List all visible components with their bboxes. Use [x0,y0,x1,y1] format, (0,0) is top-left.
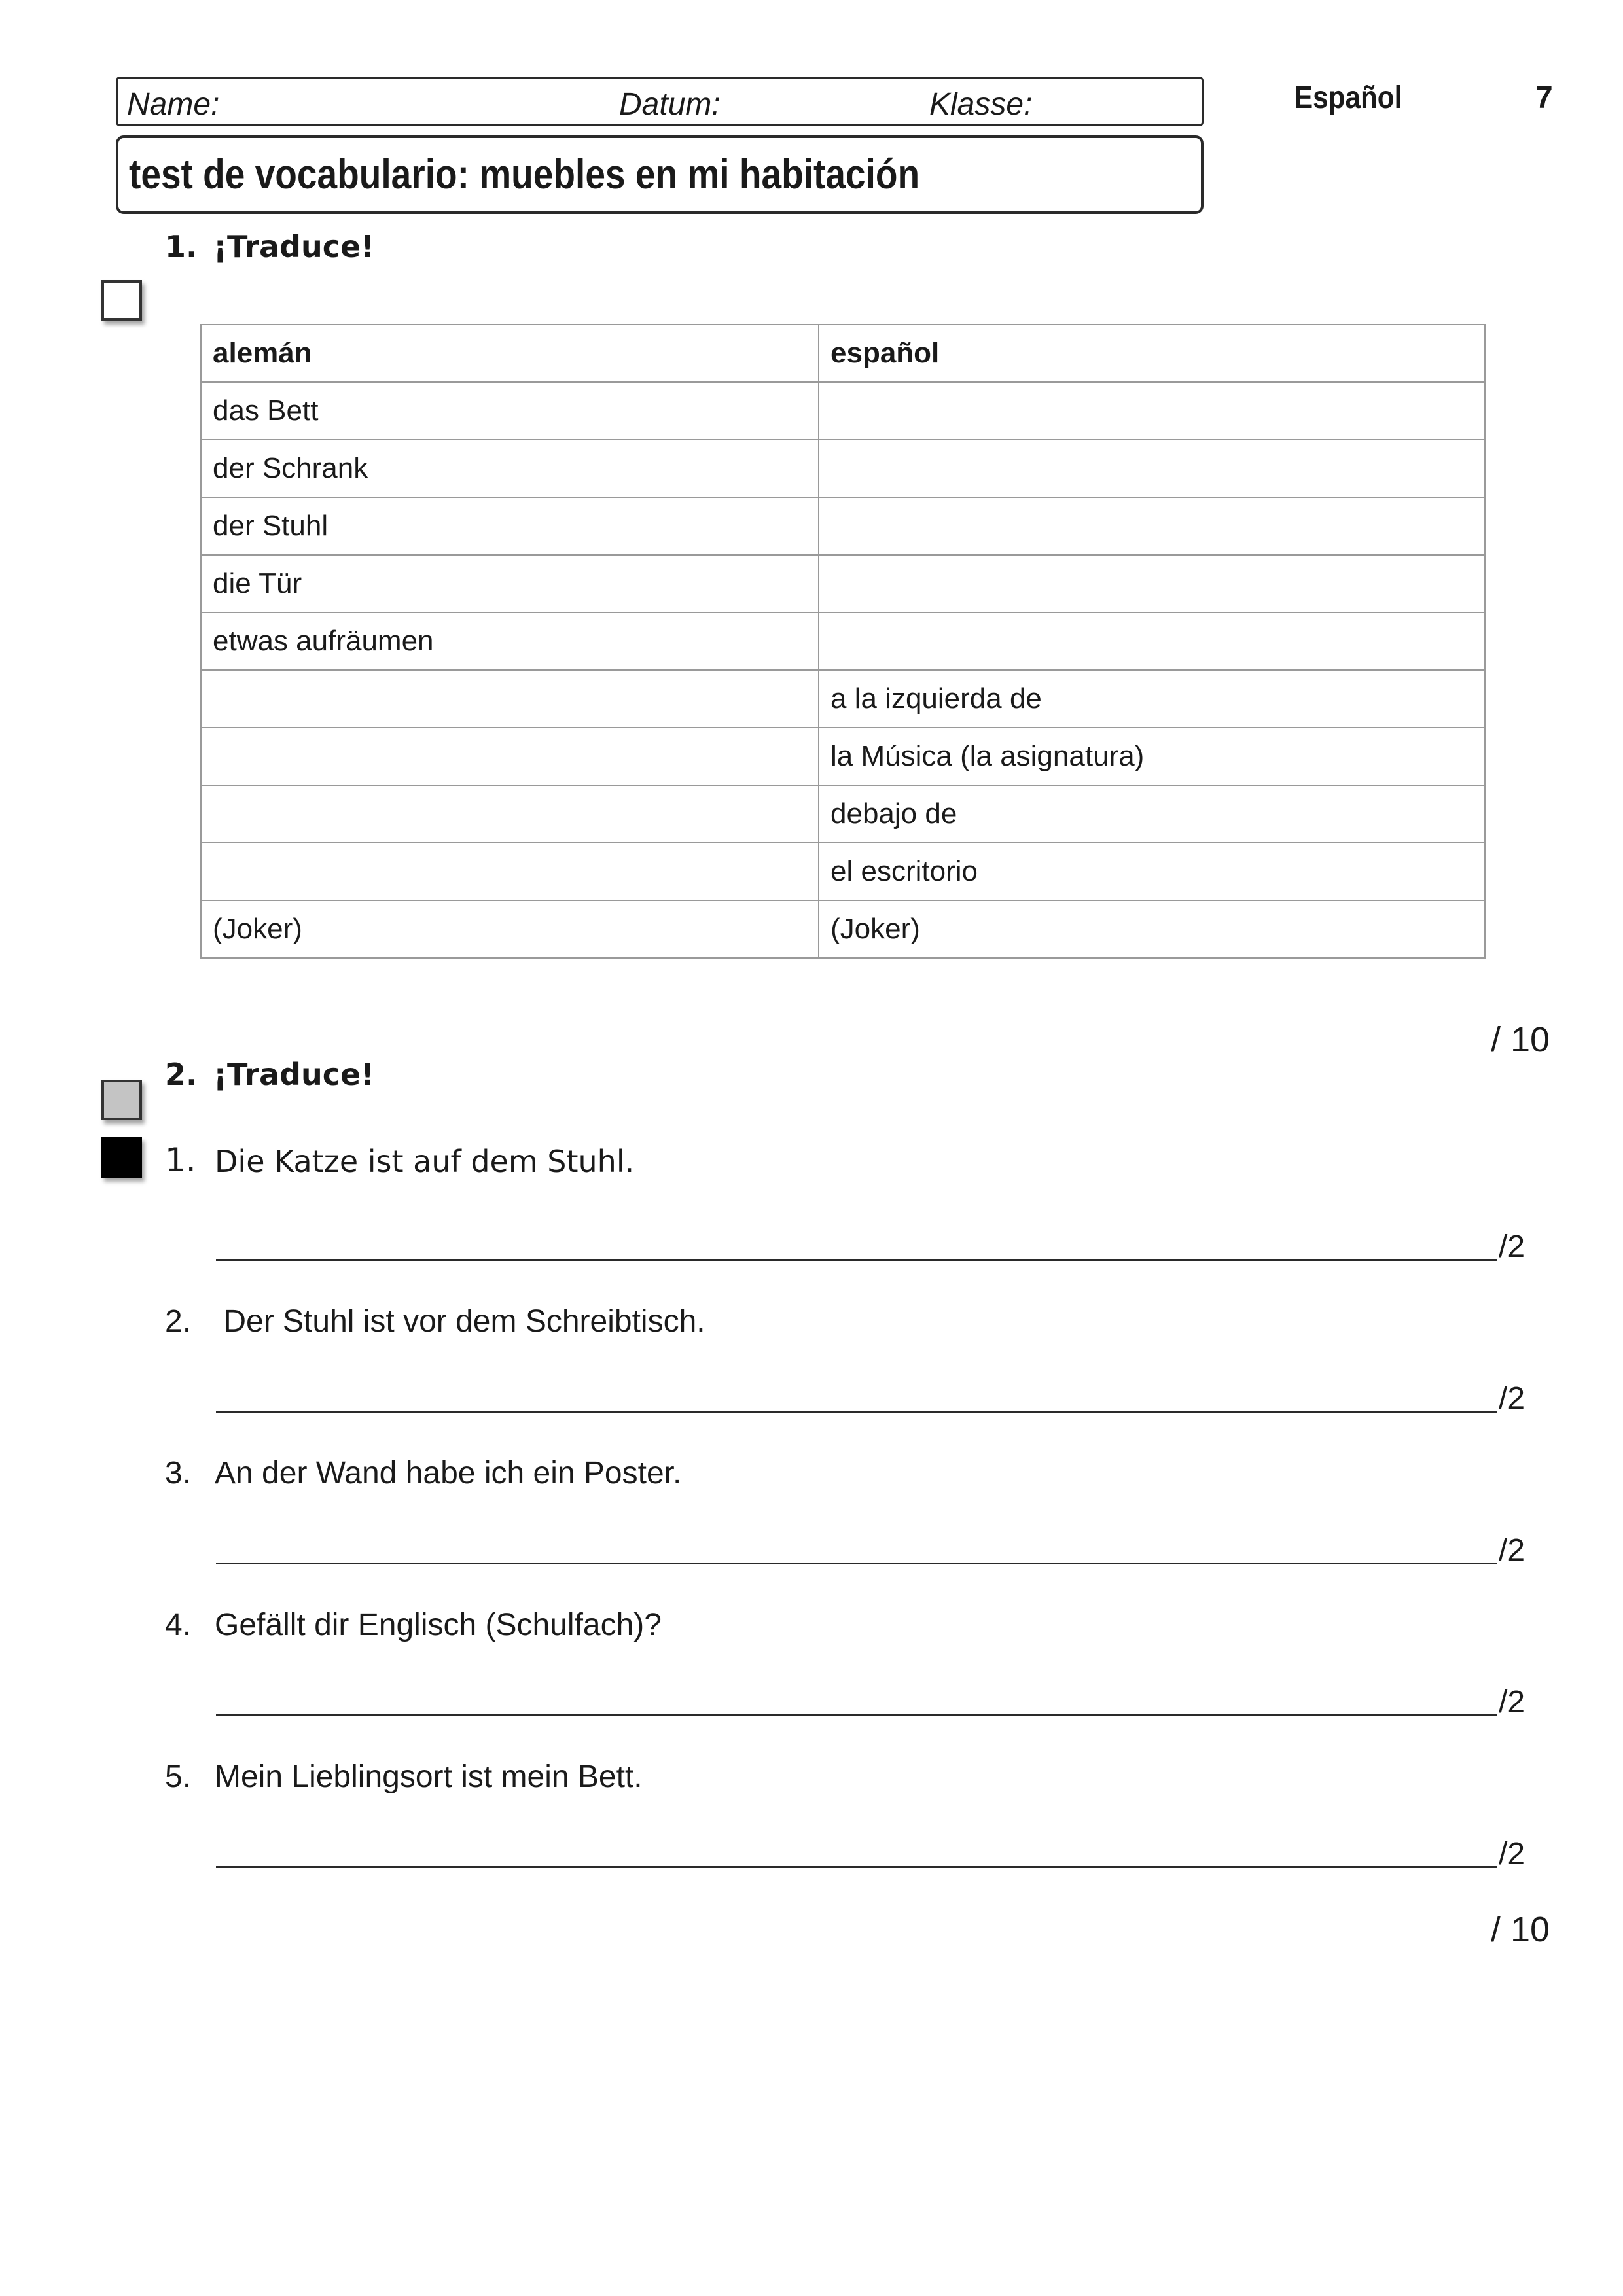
table-cell[interactable] [819,382,1485,440]
date-label: Datum: [619,87,721,122]
sentence-number: 3. [165,1456,192,1491]
table-row [201,670,1485,728]
table-cell: die Tür [201,555,819,612]
sentence-score: /2 [1499,1533,1525,1568]
section2-label: ¡Traduce! [213,1057,375,1092]
vocabulary-table [200,324,1486,959]
sentence-number: 1. [165,1141,196,1179]
sentence-score: /2 [1499,1229,1525,1264]
table-row [201,785,1485,843]
table-cell: etwas aufräumen [201,612,819,670]
sentence-number: 4. [165,1608,192,1642]
empty-checkbox-icon[interactable] [101,280,142,321]
section1-score: / 10 [1491,1020,1550,1059]
section2-score: / 10 [1491,1910,1550,1949]
class-label: Klasse: [929,87,1033,122]
sentence-number: 2. [165,1304,192,1339]
page-title: test de vocabulario: muebles en mi habitación [129,150,920,198]
answer-line[interactable] [216,1563,1497,1564]
table-cell: der Stuhl [201,497,819,555]
table-header-row [201,325,1485,382]
name-label: Name: [127,87,220,122]
answer-line[interactable] [216,1411,1497,1413]
sentence-score: /2 [1499,1837,1525,1871]
table-cell[interactable] [819,497,1485,555]
grade-label: 7 [1535,80,1553,115]
header-info-box [116,77,1204,126]
table-cell: la Música (la asignatura) [819,728,1485,785]
table-cell: a la izquierda de [819,670,1485,728]
section1-number: 1. [165,229,198,264]
grey-checkbox-icon[interactable] [101,1080,142,1120]
table-cell: das Bett [201,382,819,440]
table-row [201,612,1485,670]
table-cell: debajo de [819,785,1485,843]
table-cell[interactable] [201,843,819,900]
section2-number: 2. [165,1057,198,1092]
subject-label: Español [1294,80,1402,115]
table-cell[interactable]: (Joker) [819,900,1485,958]
table-cell: der Schrank [201,440,819,497]
table-cell[interactable] [819,555,1485,612]
table-cell[interactable]: (Joker) [201,900,819,958]
answer-line[interactable] [216,1259,1497,1261]
sentence-text: Die Katze ist auf dem Stuhl. [215,1144,635,1179]
table-row [201,843,1485,900]
black-checkbox-icon[interactable] [101,1137,142,1178]
table-row [201,497,1485,555]
sentence-text: Der Stuhl ist vor dem Schreibtisch. [215,1304,705,1339]
answer-line[interactable] [216,1866,1497,1868]
sentence-text: An der Wand habe ich ein Poster. [215,1456,682,1491]
title-box [116,135,1204,214]
table-cell[interactable] [201,785,819,843]
table-cell[interactable] [819,612,1485,670]
table-cell: el escritorio [819,843,1485,900]
table-row [201,728,1485,785]
table-cell[interactable] [201,670,819,728]
sentence-score: /2 [1499,1685,1525,1720]
table-row [201,440,1485,497]
table-header-spanish: español [819,325,1485,382]
table-cell[interactable] [201,728,819,785]
table-row [201,382,1485,440]
section1-label: ¡Traduce! [213,229,375,264]
answer-line[interactable] [216,1714,1497,1716]
sentence-score: /2 [1499,1381,1525,1416]
sentence-text: Gefällt dir Englisch (Schulfach)? [215,1608,662,1642]
table-header-german: alemán [201,325,819,382]
sentence-text: Mein Lieblingsort ist mein Bett. [215,1759,643,1794]
table-cell[interactable] [819,440,1485,497]
sentence-number: 5. [165,1759,192,1794]
table-row [201,900,1485,958]
table-row [201,555,1485,612]
